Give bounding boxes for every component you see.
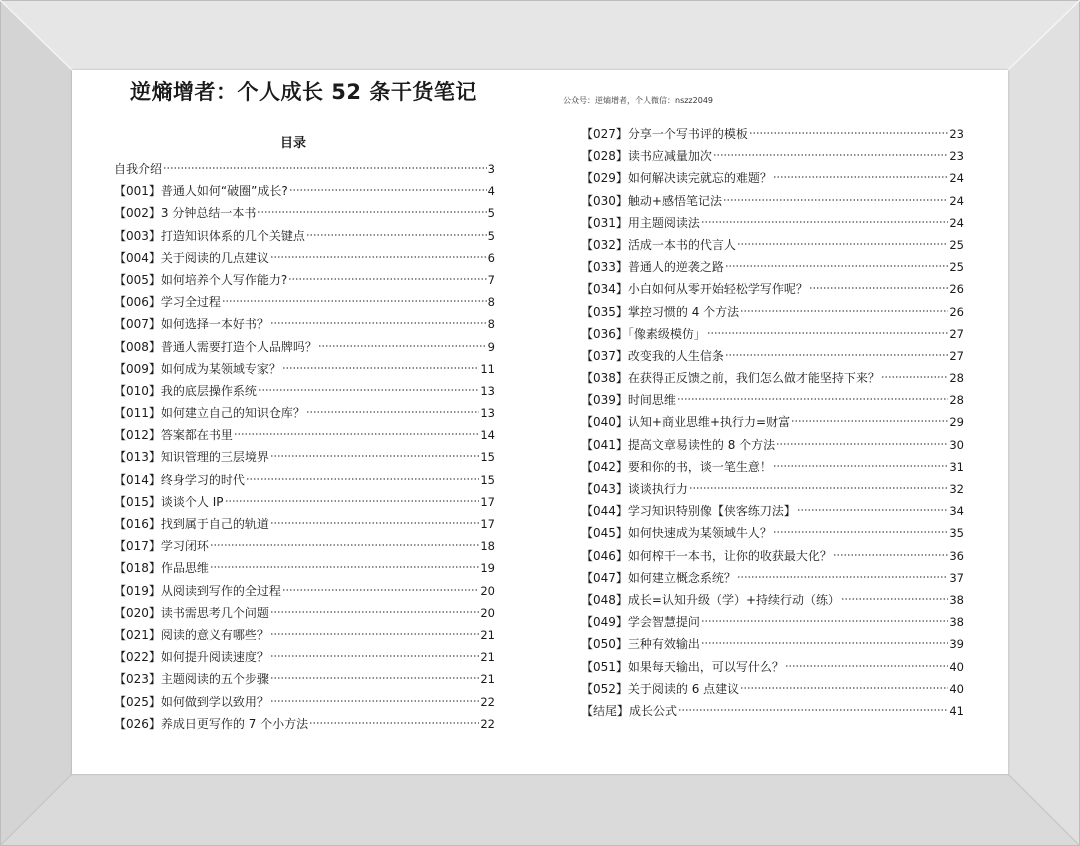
toc-entry-page-number: 29 bbox=[949, 415, 964, 430]
toc-entry[interactable] bbox=[114, 160, 495, 182]
toc-entry-title: 【032】活成一本书的代言人 bbox=[581, 237, 736, 252]
toc-entry-page-number: 4 bbox=[487, 184, 495, 199]
toc-entry-title: 【003】打造知识体系的几个关键点 bbox=[114, 228, 305, 243]
toc-entry-page-number: 35 bbox=[949, 526, 964, 541]
toc-heading: 目录 bbox=[280, 136, 307, 151]
toc-entry-page-number: 37 bbox=[949, 570, 964, 585]
toc-entry-page-number: 34 bbox=[949, 504, 964, 519]
dot-leader bbox=[785, 664, 948, 668]
toc-entry-page-number: 39 bbox=[949, 637, 964, 652]
toc-entry[interactable] bbox=[581, 547, 964, 569]
toc-entry-page-number: 21 bbox=[480, 672, 495, 687]
toc-entry-page-number: 32 bbox=[949, 482, 964, 496]
toc-entry[interactable] bbox=[114, 426, 495, 448]
toc-entry-title: 【028】读书应减量加次 bbox=[581, 149, 712, 164]
toc-entry[interactable] bbox=[581, 436, 964, 458]
toc-entry-title: 【049】学会智慧提问 bbox=[581, 615, 700, 630]
toc-entry-title: 【020】读书需思考几个问题 bbox=[114, 605, 269, 620]
toc-entry-title: 【017】学习闭环 bbox=[114, 539, 209, 554]
toc-entry[interactable] bbox=[114, 227, 495, 249]
toc-entry-title: 【043】谈谈执行力 bbox=[581, 482, 688, 496]
toc-entry[interactable] bbox=[581, 702, 964, 724]
toc-entry[interactable] bbox=[114, 582, 495, 604]
toc-entry-title: 【018】作品思维 bbox=[114, 561, 209, 576]
toc-entry-page-number: 8 bbox=[487, 295, 495, 310]
toc-entry[interactable] bbox=[581, 391, 964, 413]
dot-leader bbox=[773, 175, 948, 179]
dot-leader bbox=[210, 543, 479, 547]
toc-entry[interactable] bbox=[114, 360, 495, 382]
toc-entry-title: 【052】关于阅读的 6 点建议 bbox=[581, 681, 740, 696]
toc-entry[interactable] bbox=[581, 502, 964, 524]
toc-entry-title: 【042】要和你的书，谈一笔生意！ bbox=[581, 459, 772, 474]
toc-entry-page-number: 20 bbox=[480, 583, 495, 598]
toc-entry-page-number: 3 bbox=[487, 162, 495, 176]
toc-entry[interactable] bbox=[114, 271, 495, 293]
dot-leader bbox=[306, 410, 479, 414]
dot-leader bbox=[749, 131, 948, 135]
toc-entry-page-number: 20 bbox=[480, 605, 495, 620]
toc-entry-page-number: 28 bbox=[949, 393, 964, 408]
toc-entry[interactable] bbox=[114, 382, 495, 404]
toc-entry-page-number: 11 bbox=[480, 361, 495, 376]
toc-entry[interactable] bbox=[114, 515, 495, 537]
dot-leader bbox=[270, 699, 479, 703]
toc-entry[interactable] bbox=[581, 613, 964, 635]
toc-entry[interactable] bbox=[581, 325, 964, 347]
toc-entry-page-number: 40 bbox=[949, 681, 964, 696]
toc-entry-page-number: 24 bbox=[949, 193, 964, 208]
toc-entry-page-number: 9 bbox=[487, 339, 495, 354]
dot-leader bbox=[270, 654, 479, 658]
toc-entry-page-number: 40 bbox=[949, 659, 964, 674]
toc-entry-title: 【031】用主题阅读法 bbox=[581, 215, 700, 230]
dot-leader bbox=[234, 432, 479, 436]
toc-entry-page-number: 25 bbox=[949, 237, 964, 252]
dot-leader bbox=[723, 198, 948, 202]
dot-leader bbox=[222, 299, 487, 303]
toc-entry-page-number: 22 bbox=[480, 694, 495, 709]
toc-entry-page-number: 26 bbox=[949, 304, 964, 319]
toc-entry[interactable] bbox=[114, 537, 495, 559]
toc-entry-page-number: 25 bbox=[949, 260, 964, 275]
toc-entry-page-number: 22 bbox=[480, 716, 495, 731]
toc-entry-title: 【结尾】成长公式 bbox=[581, 703, 678, 718]
toc-entry-page-number: 27 bbox=[949, 326, 964, 341]
dot-leader bbox=[791, 419, 948, 423]
toc-entry[interactable] bbox=[114, 648, 495, 670]
dot-leader bbox=[270, 255, 487, 259]
toc-entry-page-number: 7 bbox=[487, 272, 495, 287]
dot-leader bbox=[740, 309, 948, 313]
dot-leader bbox=[713, 153, 948, 157]
dot-leader bbox=[701, 619, 948, 623]
toc-entry[interactable] bbox=[581, 236, 964, 258]
toc-entry-page-number: 17 bbox=[480, 517, 495, 531]
toc-entry-title: 【022】如何提升阅读速度？ bbox=[114, 650, 269, 665]
dot-leader bbox=[270, 610, 479, 614]
toc-entry[interactable] bbox=[114, 493, 495, 515]
toc-entry-title: 【040】认知+商业思维+执行力=财富 bbox=[581, 415, 791, 430]
dot-leader bbox=[270, 521, 479, 525]
dot-leader bbox=[773, 464, 948, 468]
toc-entry-page-number: 30 bbox=[949, 437, 964, 452]
dot-leader bbox=[163, 166, 487, 170]
dot-leader bbox=[701, 641, 948, 645]
toc-entry[interactable] bbox=[581, 658, 964, 680]
toc-entry[interactable] bbox=[114, 315, 495, 337]
toc-entry-title: 【037】改变我的人生信条 bbox=[581, 348, 724, 363]
toc-entry[interactable] bbox=[581, 591, 964, 613]
toc-column-left bbox=[114, 160, 495, 737]
toc-entry[interactable] bbox=[114, 448, 495, 470]
dot-leader bbox=[270, 632, 479, 636]
toc-entry-title: 【010】我的底层操作系统 bbox=[114, 383, 257, 398]
dot-leader bbox=[225, 499, 480, 503]
dot-leader bbox=[257, 210, 486, 214]
toc-entry-title: 【015】谈谈个人 IP bbox=[114, 494, 224, 509]
toc-entry[interactable] bbox=[114, 670, 495, 692]
toc-entry-page-number: 21 bbox=[480, 650, 495, 665]
dot-leader bbox=[689, 486, 948, 490]
toc-entry[interactable] bbox=[581, 192, 964, 214]
dot-leader bbox=[678, 708, 948, 712]
toc-entry[interactable] bbox=[114, 693, 495, 715]
toc-entry-page-number: 5 bbox=[487, 228, 495, 243]
toc-entry-title: 【023】主题阅读的五个步骤 bbox=[114, 672, 269, 687]
dot-leader bbox=[270, 676, 479, 680]
toc-entry-page-number: 41 bbox=[949, 703, 964, 718]
toc-entry[interactable] bbox=[581, 524, 964, 546]
toc-entry-title: 【006】学习全过程 bbox=[114, 295, 221, 310]
toc-entry[interactable] bbox=[114, 338, 495, 360]
dot-leader bbox=[289, 188, 487, 192]
toc-entry-page-number: 18 bbox=[480, 539, 495, 554]
toc-entry-title: 【005】如何培养个人写作能力? bbox=[114, 272, 288, 287]
toc-entry-title: 【038】在获得正反馈之前，我们怎么做才能坚持下来？ bbox=[581, 371, 880, 386]
toc-entry-title: 【030】触动+感悟笔记法 bbox=[581, 193, 722, 208]
dot-leader bbox=[318, 344, 487, 348]
toc-entry-title: 【011】如何建立自己的知识仓库？ bbox=[114, 406, 305, 421]
dot-leader bbox=[833, 553, 948, 557]
toc-entry-page-number: 38 bbox=[949, 592, 964, 607]
toc-entry-title: 【021】阅读的意义有哪些？ bbox=[114, 627, 269, 642]
toc-entry-title: 【041】提高文章易读性的 8 个方法 bbox=[581, 437, 776, 452]
dot-leader bbox=[270, 454, 479, 458]
toc-entry-page-number: 21 bbox=[480, 627, 495, 642]
dot-leader bbox=[737, 242, 948, 246]
dot-leader bbox=[740, 686, 948, 690]
toc-entry-page-number: 23 bbox=[949, 149, 964, 164]
dot-leader bbox=[309, 721, 479, 725]
toc-column-right bbox=[581, 125, 964, 724]
toc-entry-page-number: 6 bbox=[487, 250, 495, 265]
toc-entry-title: 【027】分享一个写书评的模板 bbox=[581, 127, 748, 141]
toc-entry-title: 【026】养成日更写作的 7 个小方法 bbox=[114, 716, 309, 731]
toc-entry-title: 【007】如何选择一本好书？ bbox=[114, 317, 269, 332]
toc-entry-page-number: 38 bbox=[949, 615, 964, 630]
toc-entry-page-number: 19 bbox=[480, 561, 495, 576]
toc-entry[interactable] bbox=[581, 147, 964, 169]
toc-entry-page-number: 27 bbox=[949, 348, 964, 363]
toc-entry-title: 【019】从阅读到写作的全过程 bbox=[114, 583, 281, 598]
toc-entry-title: 【039】时间思维 bbox=[581, 393, 676, 408]
toc-entry[interactable] bbox=[114, 293, 495, 315]
toc-entry-title: 【050】三种有效输出 bbox=[581, 637, 700, 652]
toc-entry-title: 【009】如何成为某领域专家？ bbox=[114, 361, 281, 376]
toc-entry[interactable] bbox=[114, 471, 495, 493]
toc-entry-page-number: 28 bbox=[949, 371, 964, 386]
toc-entry-title: 【051】如果每天输出，可以写什么？ bbox=[581, 659, 784, 674]
toc-entry-title: 【014】终身学习的时代 bbox=[114, 472, 245, 487]
dot-leader bbox=[881, 375, 948, 379]
toc-entry[interactable] bbox=[114, 404, 495, 426]
toc-entry-title: 【046】如何榨干一本书，让你的收获最大化？ bbox=[581, 548, 832, 563]
dot-leader bbox=[809, 286, 948, 290]
toc-entry-page-number: 13 bbox=[480, 406, 495, 421]
dot-leader bbox=[737, 575, 948, 579]
toc-entry-page-number: 24 bbox=[949, 171, 964, 186]
toc-entry-title: 【045】如何快速成为某领域牛人？ bbox=[581, 526, 772, 541]
document-title: 逆熵增者：个人成长 52 条干货笔记 bbox=[130, 80, 477, 104]
toc-entry-title: 【044】学习知识特别像【侠客练刀法】 bbox=[581, 504, 796, 519]
toc-entry-page-number: 14 bbox=[480, 428, 495, 443]
toc-entry-page-number: 15 bbox=[480, 450, 495, 465]
toc-entry[interactable] bbox=[114, 715, 495, 737]
dot-leader bbox=[725, 264, 948, 268]
toc-entry[interactable] bbox=[581, 635, 964, 657]
toc-entry-title: 【016】找到属于自己的轨道 bbox=[114, 517, 269, 531]
toc-entry-title: 【012】答案都在书里 bbox=[114, 428, 233, 443]
dot-leader bbox=[306, 233, 487, 237]
toc-entry-title: 【013】知识管理的三层境界 bbox=[114, 450, 269, 465]
toc-entry[interactable] bbox=[581, 125, 964, 147]
toc-entry-title: 【004】关于阅读的几点建议 bbox=[114, 250, 269, 265]
toc-entry[interactable] bbox=[581, 413, 964, 435]
toc-entry[interactable] bbox=[581, 680, 964, 702]
dot-leader bbox=[776, 442, 948, 446]
toc-entry-title: 【008】普通人需要打造个人品牌吗？ bbox=[114, 339, 317, 354]
toc-entry-title: 【002】3 分钟总结一本书 bbox=[114, 206, 257, 221]
dot-leader bbox=[707, 331, 948, 335]
toc-entry[interactable] bbox=[581, 303, 964, 325]
toc-entry-title: 【036】「像素级模仿」 bbox=[581, 326, 706, 341]
toc-entry-page-number: 24 bbox=[949, 215, 964, 230]
toc-entry[interactable] bbox=[581, 214, 964, 236]
toc-entry-title: 【048】成长=认知升级（学）+持续行动（练） bbox=[581, 592, 841, 607]
toc-entry-title: 【033】普通人的逆袭之路 bbox=[581, 260, 724, 275]
toc-entry-page-number: 13 bbox=[480, 383, 495, 398]
dot-leader bbox=[773, 530, 948, 534]
dot-leader bbox=[282, 366, 479, 370]
toc-entry-title: 【001】普通人如何“破圈”成长? bbox=[114, 184, 288, 199]
toc-entry[interactable] bbox=[581, 347, 964, 369]
dot-leader bbox=[701, 220, 948, 224]
toc-entry-page-number: 8 bbox=[487, 317, 495, 332]
toc-entry[interactable] bbox=[581, 480, 964, 502]
toc-entry-page-number: 23 bbox=[949, 127, 964, 141]
toc-entry[interactable] bbox=[581, 169, 964, 191]
dot-leader bbox=[841, 597, 948, 601]
dot-leader bbox=[258, 388, 479, 392]
toc-entry-title: 【035】掌控习惯的 4 个方法 bbox=[581, 304, 740, 319]
dot-leader bbox=[210, 565, 479, 569]
toc-entry[interactable] bbox=[114, 604, 495, 626]
toc-entry[interactable] bbox=[114, 559, 495, 581]
toc-entry[interactable] bbox=[114, 626, 495, 648]
dot-leader bbox=[288, 277, 486, 281]
toc-entry-page-number: 31 bbox=[949, 459, 964, 474]
toc-entry[interactable] bbox=[581, 280, 964, 302]
toc-entry-title: 【029】如何解决读完就忘的难题？ bbox=[581, 171, 772, 186]
toc-entry-page-number: 15 bbox=[480, 472, 495, 487]
toc-entry[interactable] bbox=[581, 569, 964, 591]
dot-leader bbox=[282, 588, 479, 592]
dot-leader bbox=[725, 353, 948, 357]
dot-leader bbox=[797, 508, 948, 512]
toc-entry[interactable] bbox=[114, 249, 495, 271]
contact-note: 公众号：逆熵增者，个人微信：nszz2049 bbox=[563, 96, 713, 105]
toc-entry-page-number: 17 bbox=[480, 494, 495, 509]
toc-entry-title: 自我介绍 bbox=[114, 162, 163, 176]
document-page bbox=[72, 70, 1008, 774]
dot-leader bbox=[246, 477, 479, 481]
toc-entry-page-number: 36 bbox=[949, 548, 964, 563]
toc-entry-page-number: 5 bbox=[487, 206, 495, 221]
toc-entry[interactable] bbox=[114, 204, 495, 226]
toc-entry[interactable] bbox=[581, 258, 964, 280]
toc-entry-title: 【047】如何建立概念系统？ bbox=[581, 570, 736, 585]
dot-leader bbox=[677, 397, 948, 401]
toc-entry-page-number: 26 bbox=[949, 282, 964, 297]
toc-entry[interactable] bbox=[581, 369, 964, 391]
toc-entry[interactable] bbox=[581, 458, 964, 480]
toc-entry-title: 【025】如何做到学以致用？ bbox=[114, 694, 269, 709]
toc-entry-title: 【034】小白如何从零开始轻松学写作呢？ bbox=[581, 282, 808, 297]
toc-entry[interactable] bbox=[114, 182, 495, 204]
dot-leader bbox=[270, 321, 487, 325]
